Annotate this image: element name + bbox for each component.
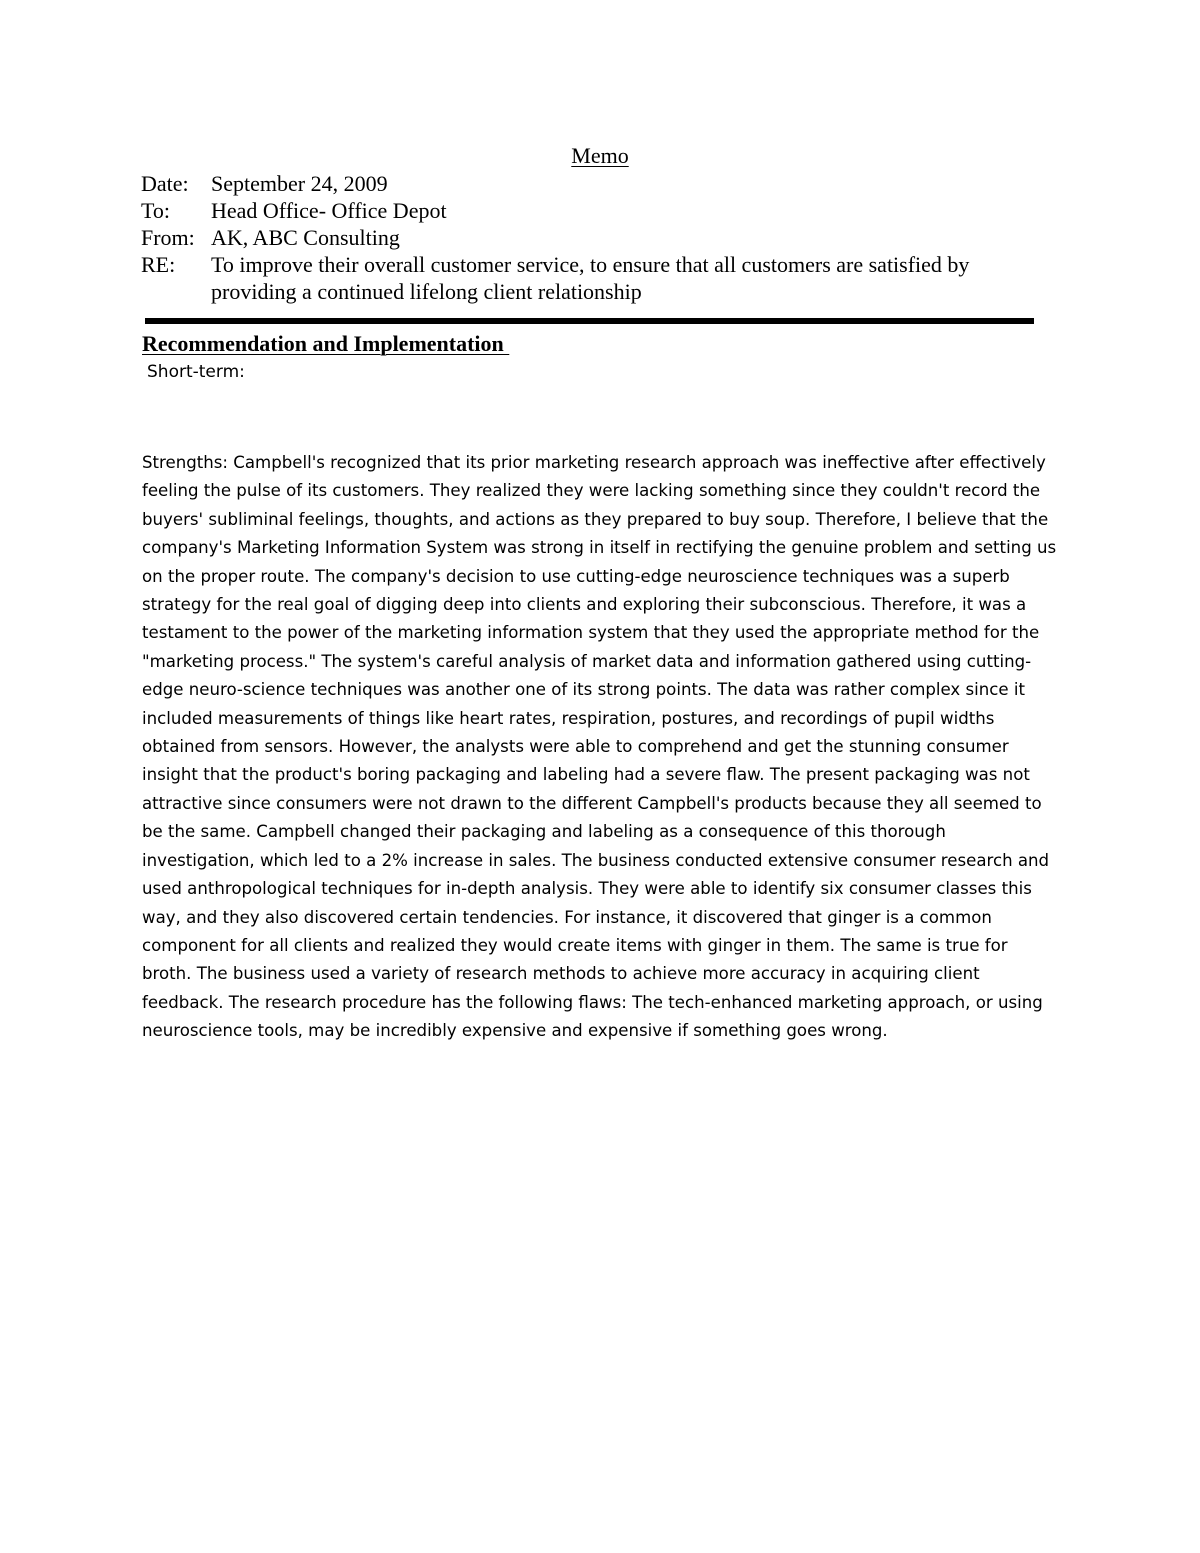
header-row-re bbox=[141, 251, 1041, 305]
header-row-date bbox=[141, 170, 1041, 197]
re-label: RE: bbox=[141, 252, 176, 277]
from-label: From: bbox=[141, 225, 195, 250]
memo-header bbox=[141, 170, 1041, 305]
to-value: Head Office- Office Depot bbox=[211, 198, 447, 223]
to-label: To: bbox=[141, 198, 171, 223]
from-value: AK, ABC Consulting bbox=[211, 225, 400, 250]
memo-title: Memo bbox=[571, 143, 629, 168]
date-value: September 24, 2009 bbox=[211, 171, 388, 196]
horizontal-rule bbox=[145, 318, 1034, 324]
section-heading: Recommendation and Implementation bbox=[142, 331, 510, 356]
date-label: Date: bbox=[141, 171, 189, 196]
re-value: To improve their overall customer service, to ensure that all customers are satisfied by providing a continued lifelong client relationship bbox=[211, 252, 970, 304]
body-paragraph: Strengths: Campbell's recognized that its prior marketing research approach was ineffective after effectively feeling the pulse of its customers. They realized they were lacking something since they couldn't record the buyers' subliminal feelings, thoughts, and actions as they prepared to buy soup. Therefore, I believe that the company's Marketing Information System was strong in itself in rectifying the genuine problem and setting us on the proper route. The company's decision to use cutting-edge neuroscience techniques was a superb strategy for the real goal of digging deep into clients and exploring their subconscious. Therefore, it was a testament to the power of the marketing information system that they used the appropriate method for the "marketing process." The system's careful analysis of market data and information gathered using cutting-edge neuro-science techniques was another one of its strong points. The data was rather complex since it included measurements of things like heart rates, respiration, postures, and recordings of pupil widths obtained from sensors. However, the analysts were able to comprehend and get the stunning consumer insight that the product's boring packaging and labeling had a severe flaw. The present packaging was not attractive since consumers were not drawn to the different Campbell's products because they all seemed to be the same. Campbell changed their packaging and labeling as a consequence of this thorough investigation, which led to a 2% increase in sales. The business conducted extensive consumer research and used anthropological techniques for in-depth analysis. They were able to identify six consumer classes this way, and they also discovered certain tendencies. For instance, it discovered that ginger is a common component for all clients and realized they would create items with ginger in them. The same is true for broth. The business used a variety of research methods to achieve more accuracy in acquiring client feedback. The research procedure has the following flaws: The tech-enhanced marketing approach, or using neuroscience tools, may be incredibly expensive and expensive if something goes wrong. bbox=[142, 453, 1057, 1041]
subheading: Short-term: bbox=[147, 362, 245, 382]
header-row-from bbox=[141, 224, 1041, 251]
header-row-to bbox=[141, 197, 1041, 224]
